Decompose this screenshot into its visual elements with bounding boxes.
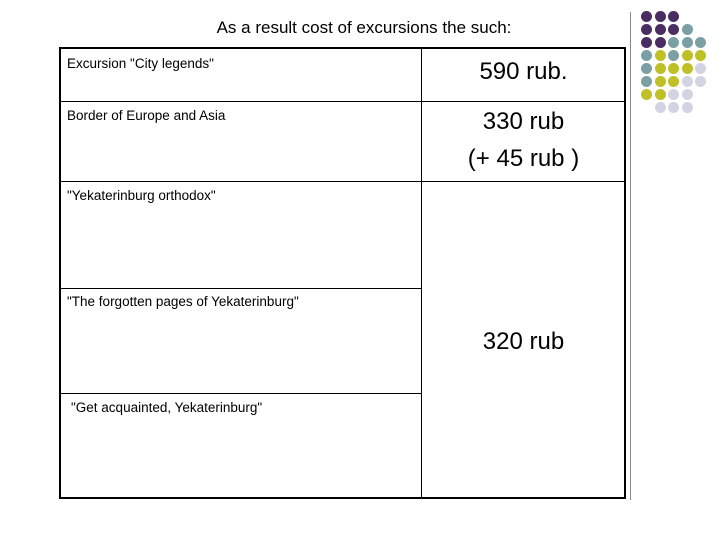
decor-dot [668, 37, 679, 48]
decor-dot [668, 89, 679, 100]
excursion-name-city-legends: Excursion "City legends" [67, 56, 214, 71]
decor-dot [641, 76, 652, 87]
column-divider [421, 182, 422, 499]
decor-dot [655, 50, 666, 61]
decor-dot [655, 102, 666, 113]
decor-dot [655, 76, 666, 87]
excursion-name-forgotten-pages: "The forgotten pages of Yekaterinburg" [67, 294, 299, 309]
decor-dot [641, 24, 652, 35]
decor-dot [641, 37, 652, 48]
decor-dot [641, 50, 652, 61]
excursion-name-yekaterinburg-orthodox: "Yekaterinburg orthodox" [67, 188, 216, 203]
decor-dot [668, 11, 679, 22]
decor-dot [682, 76, 693, 87]
price-group-excursions: 320 rub [482, 328, 565, 355]
decor-dot [641, 89, 652, 100]
row-divider [61, 393, 422, 394]
decor-dot [682, 37, 693, 48]
decor-dot [695, 50, 706, 61]
slide-title: As a result cost of excursions the such: [216, 18, 512, 37]
decor-dot [682, 24, 693, 35]
row-divider [61, 101, 624, 102]
decor-dot [682, 89, 693, 100]
excursion-name-border-europe-asia: Border of Europe and Asia [67, 108, 226, 123]
decor-dot [655, 11, 666, 22]
decor-dot [695, 63, 706, 74]
excursion-name-get-acquainted: "Get acquainted, Yekaterinburg" [71, 400, 263, 415]
decor-dot [641, 11, 652, 22]
decor-dot [655, 24, 666, 35]
decor-dot [641, 63, 652, 74]
price-city-legends: 590 rub. [479, 58, 568, 85]
decor-dot [655, 89, 666, 100]
decor-dot [668, 102, 679, 113]
excursion-price-table [59, 47, 626, 499]
decor-dot [682, 50, 693, 61]
decor-dot [655, 63, 666, 74]
decor-dot [695, 76, 706, 87]
row-divider [61, 288, 422, 289]
price-border-line2: (+ 45 rub ) [467, 145, 580, 172]
decorative-vertical-line [630, 12, 631, 500]
decor-dot [682, 63, 693, 74]
decor-dot [695, 37, 706, 48]
decor-dot [668, 50, 679, 61]
price-border-line1: 330 rub [482, 108, 565, 135]
decor-dot [682, 102, 693, 113]
row-divider [61, 181, 624, 182]
column-divider [421, 49, 422, 182]
decor-dot [668, 63, 679, 74]
decor-dot [668, 24, 679, 35]
decor-dot [655, 37, 666, 48]
decor-dot [668, 76, 679, 87]
